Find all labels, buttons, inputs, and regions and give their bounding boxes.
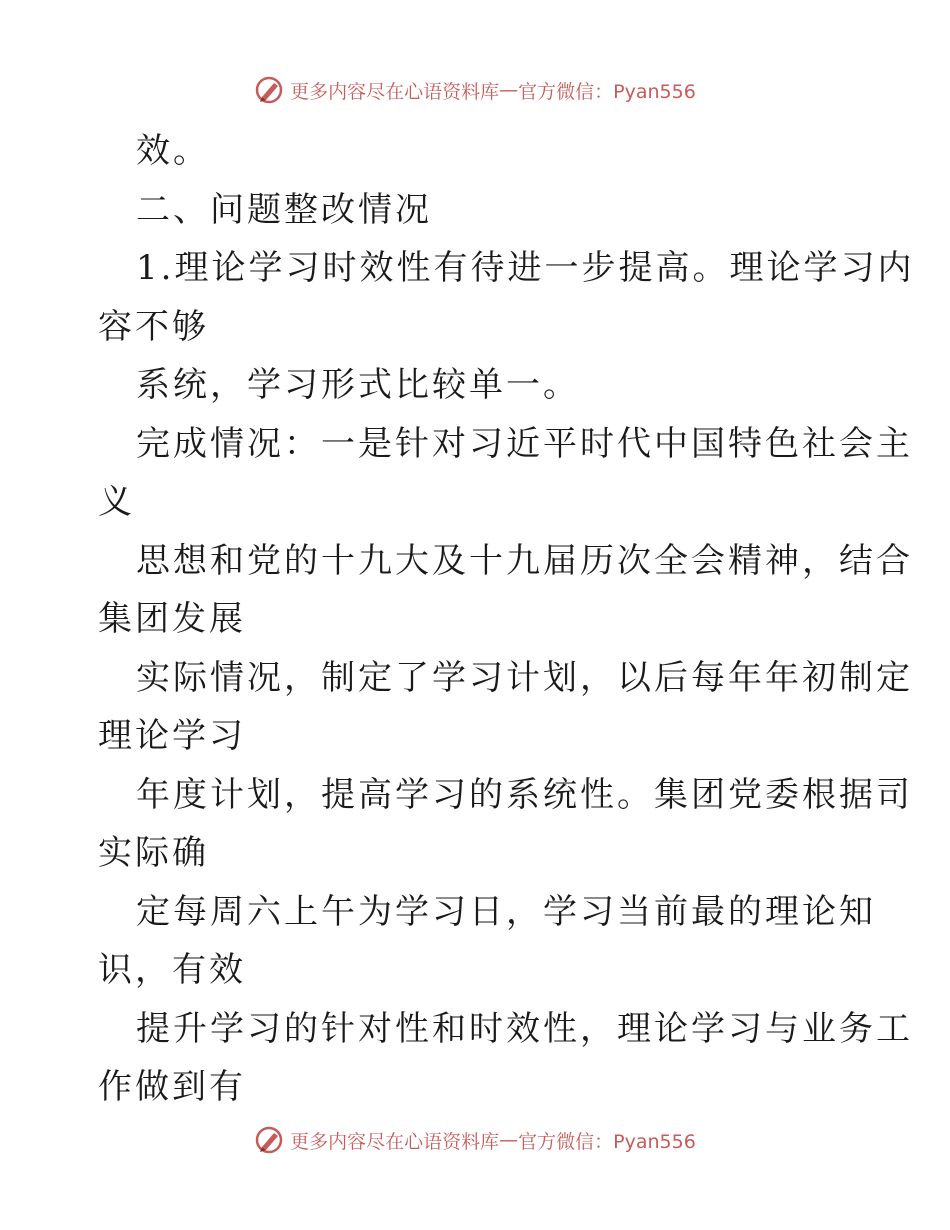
text-line: 年度计划，提高学习的系统性。集团党委根据司 [136,774,913,815]
banner-title: 更多内容尽在心语资料库 [290,1130,500,1153]
footer-banner [0,1120,950,1160]
text-line: 集团发展 [98,599,246,639]
banner-separator: — [499,79,519,101]
text-line: 完成情况：一是针对习近平时代中国特色社会主 [136,423,913,464]
text-line: 系统，学习形式比较单一。 [136,365,580,405]
text-line: 实际确 [98,833,209,873]
text-line: 容不够 [98,306,209,347]
text-line: 义 [98,482,135,522]
text-line: 作做到有 [98,1067,246,1107]
pen-logo-icon [254,1125,284,1155]
text-line: 定每周六上午为学习日，学习当前最的理论知 [136,891,876,932]
pen-logo-icon [254,75,284,105]
section-heading: 二、问题整改情况 [136,189,432,230]
text-line: 识，有效 [98,950,246,990]
header-banner [0,70,950,110]
banner-wechat: 官方微信：Pyan556 [518,1130,696,1153]
text-line: 1.理论学习时效性有待进一步提高。理论学习内 [136,248,915,288]
text-line: 实际情况，制定了学习计划，以后每年年初制定 [136,657,913,698]
text-line: 思想和党的十九大及十九届历次全会精神，结合 [136,540,913,581]
document-body [98,122,915,1117]
text-line: 效。 [136,131,210,171]
banner-title: 更多内容尽在心语资料库 [290,80,500,103]
text-line: 提升学习的针对性和时效性，理论学习与业务工 [136,1008,913,1049]
banner-separator: — [499,1129,519,1151]
banner-wechat: 官方微信：Pyan556 [518,80,696,103]
text-line: 理论学习 [98,716,246,756]
